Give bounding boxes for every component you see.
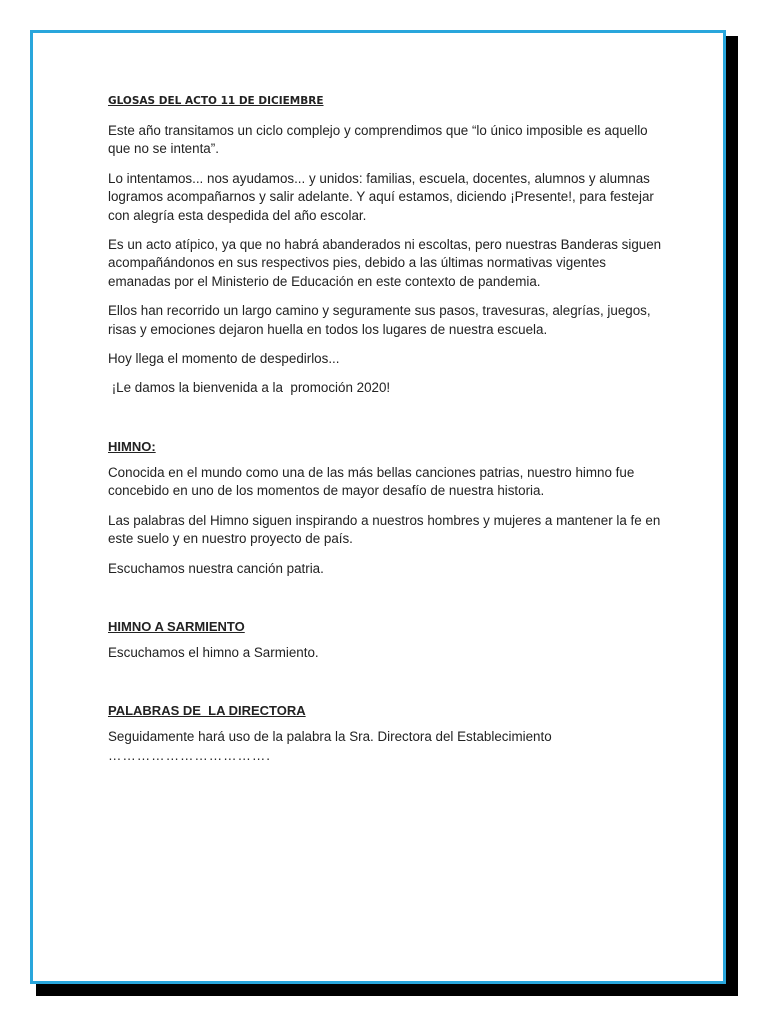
himno-paragraph-1: Conocida en el mundo como una de las más bellas canciones patrias, nuestro himno fue concebido en uno de los momentos de mayor desafío de nuestra historia. [108, 464, 635, 499]
intro-paragraph-3: Es un acto atípico, ya que no habrá abanderados ni escoltas, pero nuestras Banderas siguen acompañándonos en sus respectivos pies, debido a las últimas normativas vigentes emanadas por el Ministerio de Educación en este contexto de pandemia. [108, 237, 662, 289]
section-heading-directora: PALABRAS DE LA DIRECTORA [108, 703, 306, 719]
himno-paragraph-3: Escuchamos nuestra canción patria. [108, 560, 324, 576]
document-content [108, 95, 668, 765]
spacer [108, 673, 668, 703]
himno-paragraph-2: Las palabras del Himno siguen inspirando a nuestros hombres y mujeres a mantener la fe en este suelo y en nuestro proyecto de país. [108, 512, 661, 547]
intro-paragraph-2: Lo intentamos... nos ayudamos... y unidos: familias, escuela, docentes, alumnos y alumnas logramos acompañarnos y salir adelante. Y aquí estamos, diciendo ¡Presente!, para festejar con alegría esta despedida del año escolar. [108, 170, 654, 223]
document-title: GLOSAS DEL ACTO 11 DE DICIEMBRE [108, 95, 324, 107]
intro-paragraph-4: Ellos han recorrido un largo camino y seguramente sus pasos, travesuras, alegrías, juegos, risas y emociones dejaron huella en todos los lugares de nuestra escuela. [108, 303, 651, 337]
section-heading-himno-sarmiento: HIMNO A SARMIENTO [108, 618, 245, 634]
directora-paragraph-1 [108, 728, 668, 765]
intro-paragraph-1: Este año transitamos un ciclo complejo y comprendimos que “lo único imposible es aquello que no se intenta”. [108, 123, 648, 157]
section-heading-himno: HIMNO: [108, 438, 156, 454]
spacer [108, 409, 668, 439]
document-page [30, 30, 726, 984]
intro-paragraph-6: ¡Le damos la bienvenida a la promoción 2020! [108, 380, 391, 396]
directora-dots: ……………………………. [108, 747, 272, 763]
directora-text: Seguidamente hará uso de la palabra la Sra. Directora del Establecimiento [108, 729, 552, 745]
spacer [108, 589, 668, 619]
sarmiento-paragraph-1: Escuchamos el himno a Sarmiento. [108, 644, 319, 660]
intro-paragraph-5: Hoy llega el momento de despedirlos... [108, 351, 340, 367]
